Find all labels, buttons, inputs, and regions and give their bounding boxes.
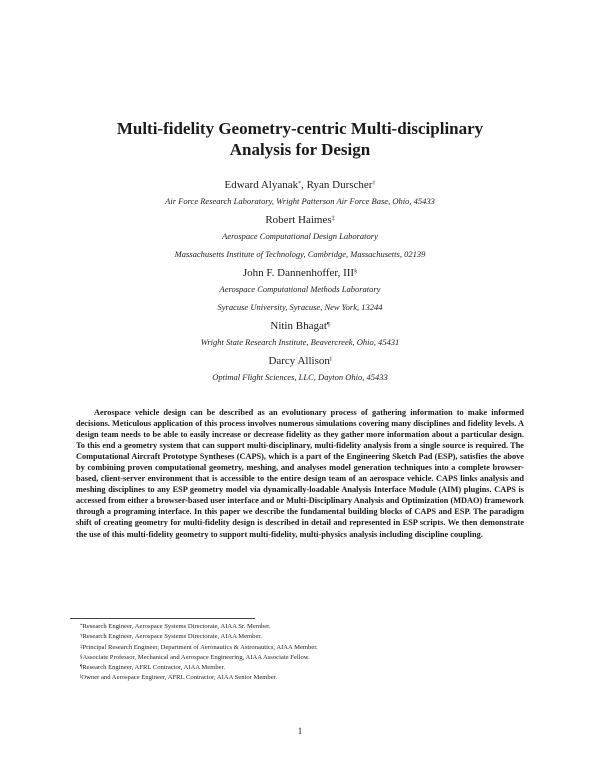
title-line-1: Multi-fidelity Geometry-centric Multi-disciplinary xyxy=(116,119,484,138)
abstract xyxy=(76,407,524,540)
page-number: 1 xyxy=(297,726,303,736)
footnote-mark: ¶ xyxy=(326,322,330,328)
footnote-mark: ‡ xyxy=(331,216,335,222)
footnote: †Research Engineer, Aerospace Systems Directorate, AIAA Member. xyxy=(80,633,262,641)
author-name: Edward Alyanak*, Ryan Durscher† xyxy=(224,179,376,191)
author-block-5 xyxy=(40,354,560,389)
title-line-2: Analysis for Design xyxy=(229,140,371,159)
author-list xyxy=(40,178,560,389)
footnote-mark: § xyxy=(354,269,358,275)
author-block-3 xyxy=(40,266,560,319)
author-affiliation: Aerospace Computational Design Laboratory xyxy=(222,231,378,241)
abstract-text: Aerospace vehicle design can be described as an evolutionary process of gathering information to make informed decisions. Meticulous application of this process involves numerous simulations covering many disciplines and fidelity levels. A design team needs to be able to easily increase or decrease fidelity as they gather more information about a particular design. To this end a geometry system that can support multi-disciplinary, multi-fidelity analysis from a single source is required. The Computational Aircraft Prototype Syntheses (CAPS), which is a part of the Engineering Sketch Pad (ESP), satisfies the above by combining proven computational geometry, meshing, and analyses model generation techniques into a complete browser-based, client-server environment that is accessible to the entire design team of an aerospace vehicle. CAPS links analysis and meshing disciplines to any ESP geometry model via dynamically-loadable Analysis Interface Module (AIM) plugins. CAPS is accessed from either a browser-based user interface and or Multi-Disciplinary Analysis and Optimization (MDAO) framework through a programing interface. In this paper we describe the fundamental building blocks of CAPS and ESP. The paradigm shift of creating geometry for multi-fidelity design is described in detail and represented in ESP scripts. We then demonstrate the use of this multi-fidelity geometry to support multi-fidelity, multi-physics analysis including discipline coupling. xyxy=(76,408,524,539)
footnote: ‖Owner and Aerospace Engineer, AFRL Contractor, AIAA Senior Member. xyxy=(80,674,278,682)
footnote-mark: * xyxy=(80,624,83,629)
footnote: §Associate Professor, Mechanical and Aerospace Engineering, AIAA Associate Fellow. xyxy=(80,653,310,661)
footnote-mark: ‖ xyxy=(80,675,82,681)
footnote: ‡Principal Research Engineer, Department of Aeronautics & Astronautics, AIAA Member. xyxy=(80,643,318,651)
footnote-mark: § xyxy=(80,654,83,660)
author-affiliation: Massachusetts Institute of Technology, Cambridge, Massachusetts, 02139 xyxy=(174,249,426,259)
author-affiliation: Aerospace Computational Methods Laboratory xyxy=(219,284,381,294)
author-block-1 xyxy=(40,178,560,213)
author-name: Robert Haimes‡ xyxy=(265,214,335,226)
footnote-mark: ‖ xyxy=(329,357,332,363)
author-name: Nitin Bhagat¶ xyxy=(270,320,330,332)
footnote-mark: † xyxy=(80,634,83,640)
author-affiliation: Wright State Research Institute, Beavercreek, Ohio, 45431 xyxy=(200,337,400,347)
author-name: John F. Dannenhoffer, III§ xyxy=(242,267,358,279)
footnotes xyxy=(80,622,530,684)
footnote-rule xyxy=(70,618,255,619)
footnote-mark: ‡ xyxy=(80,644,83,650)
author-affiliation: Syracuse University, Syracuse, New York, 13244 xyxy=(217,302,383,312)
paper-title xyxy=(40,118,560,160)
footnote-mark: ¶ xyxy=(80,665,83,671)
author-block-2 xyxy=(40,213,560,266)
footnote: *Research Engineer, Aerospace Systems Directorate, AIAA Sr. Member. xyxy=(80,623,271,630)
footnote-mark: † xyxy=(372,181,376,187)
footnote: ¶Research Engineer, AFRL Contractor, AIAA Member. xyxy=(80,664,226,672)
author-affiliation: Air Force Research Laboratory, Wright Patterson Air Force Base, Ohio, 45433 xyxy=(165,196,435,206)
footnote-mark: * xyxy=(298,181,302,187)
author-name: Darcy Allison‖ xyxy=(268,355,332,367)
author-block-4 xyxy=(40,319,560,354)
author-affiliation: Optimal Flight Sciences, LLC, Dayton Ohio, 45433 xyxy=(212,372,388,382)
